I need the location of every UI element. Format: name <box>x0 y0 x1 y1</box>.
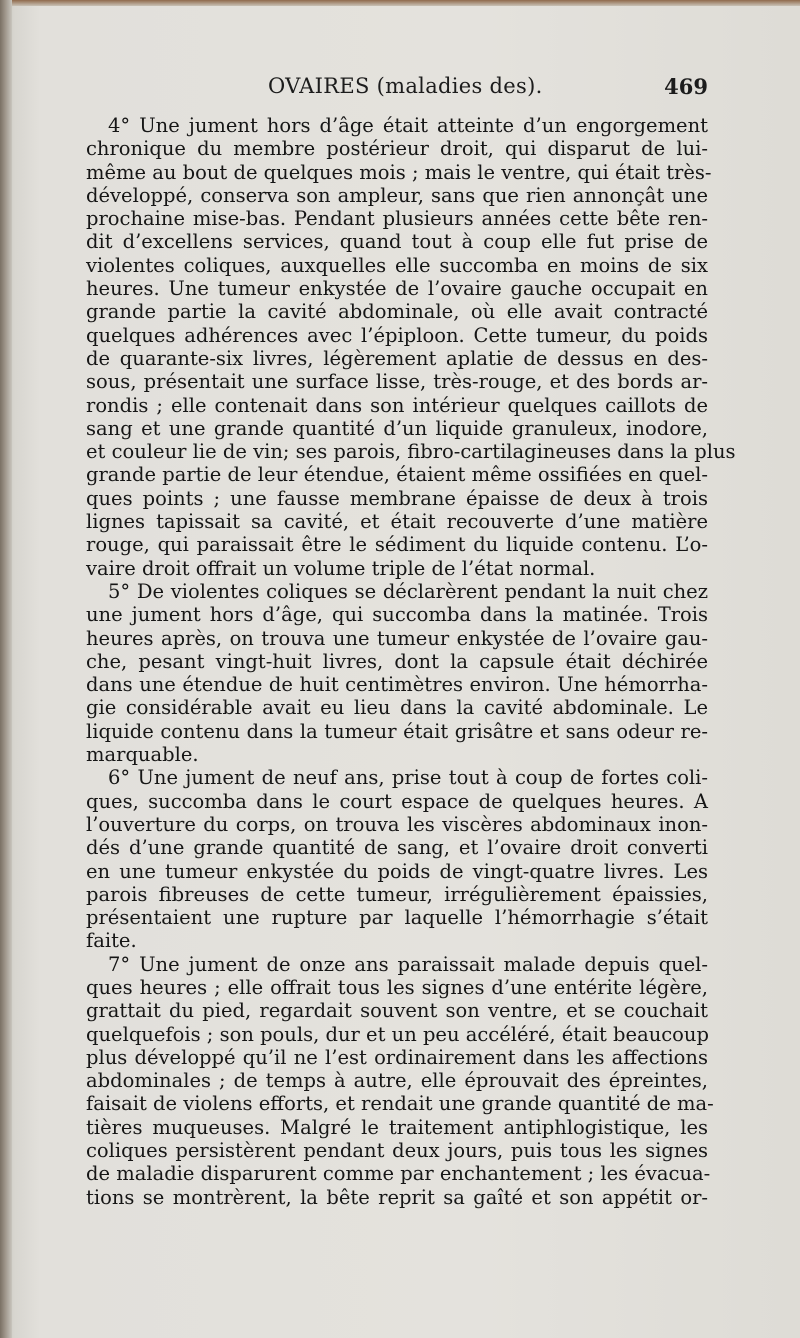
book-spine-shadow <box>0 0 12 1338</box>
body-text <box>86 114 736 1209</box>
text-line: 6° Une jument de neuf ans, prise tout à coup de fortes coli- <box>108 766 708 790</box>
text-line: dans une étendue de huit centimètres environ. Une hémorrha- <box>86 673 708 697</box>
text-line: l’ouverture du corps, on trouva les viscères abdominaux inon- <box>86 812 708 836</box>
text-line: rondis ; elle contenait dans son intérieur quelques caillots de <box>86 393 708 417</box>
text-line: lignes tapissait sa cavité, et était recouverte d’une matière <box>86 510 708 534</box>
text-line: quelques adhérences avec l’épiploon. Cette tumeur, du poids <box>86 323 708 347</box>
text-line: heures après, on trouva une tumeur enkystée de l’ovaire gau- <box>86 626 708 650</box>
text-line: même au bout de quelques mois ; mais le ventre, qui était très- <box>86 160 712 184</box>
text-line: développé, conserva son ampleur, sans que rien annonçât une <box>86 183 708 207</box>
text-line: prochaine mise-bas. Pendant plusieurs années cette bête ren- <box>86 207 708 231</box>
text-line: chronique du membre postérieur droit, qui disparut de lui- <box>86 137 708 161</box>
page-header <box>86 74 708 106</box>
text-line: 7° Une jument de onze ans paraissait malade depuis quel- <box>108 952 708 976</box>
text-line: coliques persistèrent pendant deux jours, puis tous les signes <box>86 1139 708 1163</box>
page-number: 469 <box>664 74 708 99</box>
text-line: heures. Une tumeur enkystée de l’ovaire gauche occupait en <box>86 277 708 301</box>
text-line: marquable. <box>86 743 199 767</box>
text-line: de maladie disparurent comme par enchantement ; les évacua- <box>86 1162 711 1186</box>
text-line: sous, présentait une surface lisse, très-rouge, et des bords ar- <box>86 370 708 394</box>
text-line: tions se montrèrent, la bête reprit sa gaîté et son appétit or- <box>86 1185 708 1209</box>
text-line: tières muqueuses. Malgré le traitement antiphlogistique, les <box>86 1115 708 1139</box>
text-line: dit d’excellens services, quand tout à coup elle fut prise de <box>86 230 708 254</box>
text-line: gie considérable avait eu lieu dans la cavité abdominale. Le <box>86 696 708 720</box>
text-line: quelquefois ; son pouls, dur et un peu accéléré, était beaucoup <box>86 1022 709 1046</box>
text-line: faite. <box>86 929 137 953</box>
text-line: une jument hors d’âge, qui succomba dans la matinée. Trois <box>86 603 708 627</box>
text-line: parois fibreuses de cette tumeur, irrégulièrement épaissies, <box>86 882 708 906</box>
text-line: vaire droit offrait un volume triple de l’état normal. <box>86 556 596 580</box>
text-line: grande partie la cavité abdominale, où elle avait contracté <box>86 300 708 324</box>
text-line: abdominales ; de temps à autre, elle éprouvait des épreintes, <box>86 1069 708 1093</box>
text-line: grande partie de leur étendue, étaient même ossifiées en quel- <box>86 463 708 487</box>
text-line: en une tumeur enkystée du poids de vingt-quatre livres. Les <box>86 859 708 883</box>
text-line: ques heures ; elle offrait tous les signes d’une entérite légère, <box>86 975 708 999</box>
text-line: plus développé qu’il ne l’est ordinairement dans les affections <box>86 1045 708 1069</box>
text-line: rouge, qui paraissait être le sédiment du liquide contenu. L’o- <box>86 533 708 557</box>
page-top-edge <box>0 0 800 6</box>
text-line: présentaient une rupture par laquelle l’hémorrhagie s’était <box>86 906 708 930</box>
text-line: et couleur lie de vin; ses parois, fibro-cartilagineuses dans la plus <box>86 440 736 464</box>
text-line: dés d’une grande quantité de sang, et l’ovaire droit converti <box>86 836 708 860</box>
running-title: OVAIRES (maladies des). <box>268 74 543 98</box>
text-line: 5° De violentes coliques se déclarèrent pendant la nuit chez <box>108 579 708 603</box>
text-line: violentes coliques, auxquelles elle succomba en moins de six <box>86 253 708 277</box>
text-line: che, pesant vingt-huit livres, dont la capsule était déchirée <box>86 649 708 673</box>
text-line: grattait du pied, regardait souvent son ventre, et se couchait <box>86 999 708 1023</box>
text-line: sang et une grande quantité d’un liquide granuleux, inodore, <box>86 416 708 440</box>
text-line: de quarante-six livres, légèrement aplatie de dessus en des- <box>86 346 708 370</box>
text-line: 4° Une jument hors d’âge était atteinte d’un engorgement <box>108 114 708 137</box>
text-line: faisait de violens efforts, et rendait une grande quantité de ma- <box>86 1092 714 1116</box>
text-line: ques points ; une fausse membrane épaisse de deux à trois <box>86 486 708 510</box>
text-line: liquide contenu dans la tumeur était grisâtre et sans odeur re- <box>86 719 708 743</box>
text-line: ques, succomba dans le court espace de quelques heures. A <box>86 789 708 813</box>
